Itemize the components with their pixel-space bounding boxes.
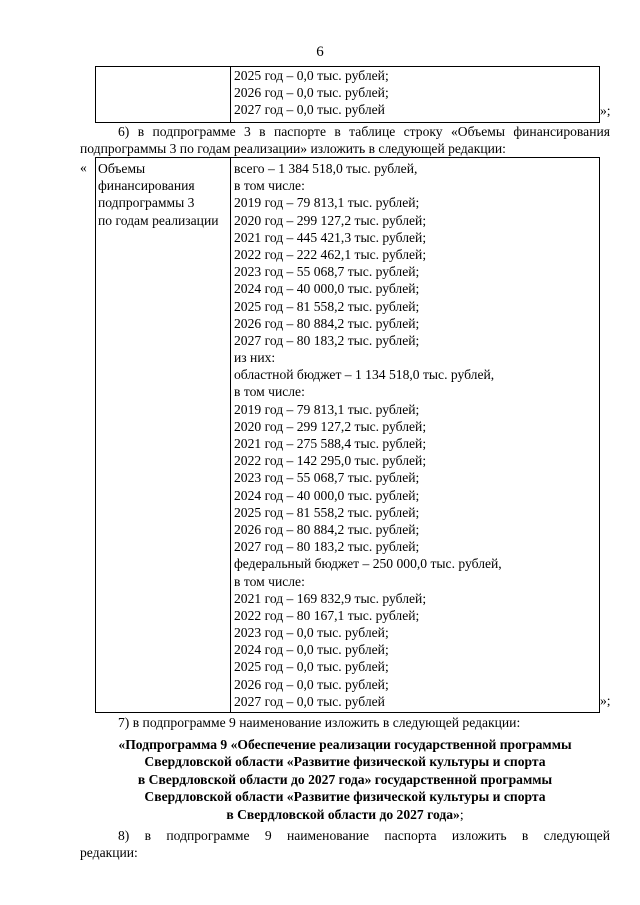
table-line: 2021 год – 445 421,3 тыс. рублей; [234,229,427,245]
table-line: 2027 год – 80 183,2 тыс. рублей; [234,332,420,348]
table-line: 2025 год – 81 558,2 тыс. рублей; [234,504,420,520]
table-line: 2026 год – 0,0 тыс. рублей; [234,676,389,692]
table-line: 2023 год – 0,0 тыс. рублей; [234,625,389,641]
table-line: в том числе: [234,178,305,194]
table-line: 2022 год – 142 295,0 тыс. рублей; [234,453,427,469]
heading-line-text: в Свердловской области до 2027 года» [226,806,460,822]
table-line: 2027 год – 0,0 тыс. рублей [234,102,385,118]
subprogram-heading [80,736,610,823]
table-line: 2025 год – 0,0 тыс. рублей; [234,659,389,675]
table-line: федеральный бюджет – 250 000,0 тыс. рублей, [234,556,502,572]
table-line: в том числе: [234,573,305,589]
table-line: 2020 год – 299 127,2 тыс. рублей; [234,212,427,228]
table-line: 2019 год – 79 813,1 тыс. рублей; [234,195,420,211]
table-line: 2021 год – 275 588,4 тыс. рублей; [234,436,427,451]
table-right-cell [231,158,599,712]
heading-line [80,806,610,823]
table-line: 2025 год – 0,0 тыс. рублей; [234,68,389,83]
paragraph-8: 8) в подпрограмме 9 наименование паспорта изложить в следующей редакции: [80,828,610,861]
heading-line: Свердловской области «Развитие физической культуры и спорта [144,789,546,805]
table-line: 2021 год – 169 832,9 тыс. рублей; [234,590,427,606]
paragraph-7: 7) в подпрограмме 9 наименование изложить в следующей редакции: [118,715,521,730]
table-line: 2022 год – 222 462,1 тыс. рублей; [234,246,427,262]
table-left-line: по годам реализации [98,212,219,228]
table-left-line: подпрограммы 3 [98,195,195,211]
close-quote: »; [600,103,611,118]
table-line: 2026 год – 80 884,2 тыс. рублей; [234,315,420,331]
table-line: 2023 год – 55 068,7 тыс. рублей; [234,470,420,486]
heading-line: «Подпрограмма 9 «Обеспечение реализации государственной программы [118,737,572,752]
table-line: 2024 год – 40 000,0 тыс. рублей; [234,487,420,503]
table-line: 2026 год – 0,0 тыс. рублей; [234,85,389,101]
table-left-cell-empty [96,67,231,122]
table-line: 2027 год – 80 183,2 тыс. рублей; [234,539,420,555]
open-quote: « [80,160,87,175]
table-line: 2024 год – 0,0 тыс. рублей; [234,642,389,658]
heading-line: Свердловской области «Развитие физической культуры и спорта [144,754,546,770]
table-line: 2023 год – 55 068,7 тыс. рублей; [234,264,420,280]
table-left-line: финансирования [98,178,195,194]
financing-table [95,157,600,713]
table-line: в том числе: [234,384,305,400]
heading-tail: ; [459,806,464,822]
table-line: из них: [234,350,276,366]
paragraph-6: 6) в подпрограмме 3 в паспорте в таблице строку «Объемы финансирования подпрограммы 3 по годам реализации» изложить в следующей редакции: [80,124,610,157]
table-line: 2022 год – 80 167,1 тыс. рублей; [234,607,420,623]
table-line: 2027 год – 0,0 тыс. рублей [234,693,385,709]
table-left-line: Объемы [98,161,146,176]
table-line: 2026 год – 80 884,2 тыс. рублей; [234,521,420,537]
table-left-cell [96,158,231,712]
table-line: 2024 год – 40 000,0 тыс. рублей; [234,281,420,297]
page-number: 6 [316,44,324,60]
table-continuation [95,66,600,123]
table-line: всего – 1 384 518,0 тыс. рублей, [234,161,418,176]
table-line: 2019 год – 79 813,1 тыс. рублей; [234,401,420,417]
heading-line: в Свердловской области до 2027 года» государственной программы [137,771,553,787]
table-line: 2020 год – 299 127,2 тыс. рублей; [234,418,427,434]
table-line: областной бюджет – 1 134 518,0 тыс. рублей, [234,367,495,383]
table-right-cell [231,67,599,122]
table-line: 2025 год – 81 558,2 тыс. рублей; [234,298,420,314]
close-quote: »; [600,693,611,708]
